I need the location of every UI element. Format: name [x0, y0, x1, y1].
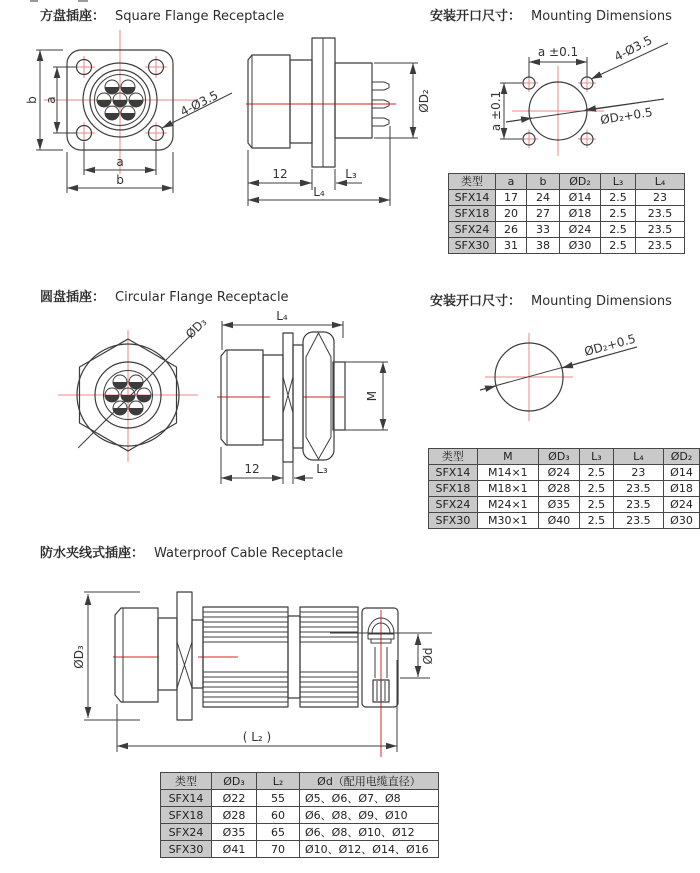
table-cell: 23.5 [636, 206, 685, 222]
column-header: L₄ [613, 449, 663, 465]
square-flange-front-view-drawing [25, 30, 232, 193]
square-flange-dimensions-table [448, 173, 685, 254]
square-mounting-dimensions-drawing [489, 33, 668, 156]
row-header: SFX14 [449, 190, 496, 206]
table-cell: Ø30 [560, 238, 601, 254]
row-header: SFX30 [429, 513, 478, 529]
row-header: SFX14 [161, 790, 212, 807]
waterproof-cable-receptacle-drawing [72, 592, 435, 757]
dimension-label: b [25, 96, 39, 104]
table-cell: Ø24 [538, 465, 579, 481]
table-row [161, 790, 439, 807]
dimension-label: a ±0.1 [489, 90, 503, 132]
column-header: b [527, 174, 560, 190]
table-cell: 20 [496, 206, 527, 222]
section-heading-en: Circular Flange Receptacle [115, 290, 289, 305]
dimension-label: L₃ [316, 462, 328, 476]
column-header: ØD₃ [212, 773, 257, 790]
dimension-label: ØD₃ [72, 645, 86, 669]
table-cell: Ø28 [538, 481, 579, 497]
row-header: SFX24 [449, 222, 496, 238]
table-cell: 2.5 [580, 513, 614, 529]
section-heading-en: Mounting Dimensions [531, 9, 672, 24]
table-cell: M18×1 [477, 481, 538, 497]
table-cell: Ø30 [664, 513, 700, 529]
table-row [161, 824, 439, 841]
row-header: SFX24 [161, 824, 212, 841]
section-heading-zh: 防水夹线式插座： [40, 546, 145, 561]
table-cell: 65 [257, 824, 300, 841]
section-heading-waterproof [40, 542, 343, 561]
section-heading-circular-flange [40, 286, 289, 305]
table-cell: 70 [257, 841, 300, 858]
table-cell: 23.5 [636, 222, 685, 238]
square-flange-side-view-drawing [246, 38, 431, 206]
table-cell: 2.5 [601, 238, 636, 254]
table-row [449, 222, 685, 238]
table-cell: 2.5 [601, 222, 636, 238]
table-cell: Ø10、Ø12、Ø14、Ø16 [300, 841, 439, 858]
column-header: 类型 [161, 773, 212, 790]
dimension-label: 12 [244, 462, 260, 476]
waterproof-cable-dimensions-table [160, 772, 439, 858]
table-row [161, 841, 439, 858]
dimension-label: b [116, 173, 124, 187]
table-row [161, 807, 439, 824]
column-header: L₄ [636, 174, 685, 190]
table-cell: Ø18 [664, 481, 700, 497]
row-header: SFX24 [429, 497, 478, 513]
dimension-label: 4-Ø3.5 [177, 88, 221, 119]
table-cell: Ø14 [560, 190, 601, 206]
circular-flange-front-view-drawing [58, 315, 210, 462]
table-cell: Ø18 [560, 206, 601, 222]
circular-flange-side-view-drawing [217, 309, 388, 484]
table-cell: Ø35 [212, 824, 257, 841]
table-cell: M14×1 [477, 465, 538, 481]
table-cell: Ø6、Ø8、Ø10、Ø12 [300, 824, 439, 841]
table-cell: 23.5 [613, 481, 663, 497]
table-cell: Ø28 [212, 807, 257, 824]
dimension-label: 12 [272, 167, 288, 181]
column-header: 类型 [429, 449, 478, 465]
table-cell: Ø6、Ø8、Ø9、Ø10 [300, 807, 439, 824]
row-header: SFX30 [449, 238, 496, 254]
table-cell: 2.5 [601, 190, 636, 206]
table-cell: 2.5 [580, 497, 614, 513]
table-cell: 23 [613, 465, 663, 481]
table-cell: 2.5 [601, 206, 636, 222]
table-cell: 23 [636, 190, 685, 206]
section-heading-zh: 圆盘插座： [40, 290, 106, 305]
dimension-label: ØD₂+0.5 [599, 105, 654, 128]
table-cell: Ø40 [538, 513, 579, 529]
dimension-label: L₄ [276, 309, 288, 323]
table-row [429, 465, 700, 481]
table-cell: 31 [496, 238, 527, 254]
column-header: L₂ [257, 773, 300, 790]
table-cell: 26 [496, 222, 527, 238]
section-heading-zh: 方盘插座： [40, 9, 106, 24]
section-heading-zh: 安装开口尺寸： [430, 294, 522, 309]
column-header: Ød（配用电缆直径） [300, 773, 439, 790]
column-header: 类型 [449, 174, 496, 190]
table-cell: 17 [496, 190, 527, 206]
column-header: M [477, 449, 538, 465]
table-cell: Ø5、Ø6、Ø7、Ø8 [300, 790, 439, 807]
column-header: ØD₂ [664, 449, 700, 465]
table-row [429, 481, 700, 497]
section-heading-en: Mounting Dimensions [531, 294, 672, 309]
dimension-label: ( L₂ ) [242, 730, 272, 744]
table-row [429, 497, 700, 513]
table-cell: 60 [257, 807, 300, 824]
column-header: L₃ [601, 174, 636, 190]
section-heading-mounting-2 [430, 290, 672, 309]
section-heading-zh: 安装开口尺寸： [430, 9, 522, 24]
row-header: SFX18 [161, 807, 212, 824]
circular-flange-dimensions-table [428, 448, 700, 529]
section-heading-mounting-1 [430, 5, 672, 24]
table-cell: 2.5 [580, 481, 614, 497]
dimension-label: Ød [421, 647, 435, 665]
table-cell: M30×1 [477, 513, 538, 529]
dimension-label: a [116, 155, 124, 169]
table-cell: 2.5 [580, 465, 614, 481]
row-header: SFX14 [429, 465, 478, 481]
column-header: ØD₃ [538, 449, 579, 465]
table-cell: 33 [527, 222, 560, 238]
table-cell: Ø22 [212, 790, 257, 807]
knurl-ribs [300, 612, 358, 702]
table-row [429, 513, 700, 529]
table-cell: 55 [257, 790, 300, 807]
table-row [449, 190, 685, 206]
table-cell: 23.5 [636, 238, 685, 254]
table-cell: 27 [527, 206, 560, 222]
dimension-label: L₃ [345, 167, 357, 181]
table-row [449, 238, 685, 254]
table-cell: 23.5 [613, 497, 663, 513]
table-cell: Ø24 [664, 497, 700, 513]
dimension-label: L₄ [313, 185, 325, 199]
dimension-label: a ±0.1 [537, 45, 579, 59]
dimension-label: ØD₂ [417, 89, 431, 113]
table-row [449, 206, 685, 222]
section-heading-square-flange [40, 5, 284, 24]
section-heading-en: Waterproof Cable Receptacle [154, 546, 344, 561]
section-heading-en: Square Flange Receptacle [115, 9, 285, 24]
column-header: ØD₂ [560, 174, 601, 190]
table-cell: 38 [527, 238, 560, 254]
row-header: SFX18 [429, 481, 478, 497]
dimension-label: ØD₂+0.5 [582, 331, 638, 359]
table-cell: M24×1 [477, 497, 538, 513]
column-header: a [496, 174, 527, 190]
table-cell: Ø14 [664, 465, 700, 481]
column-header: L₃ [580, 449, 614, 465]
circular-mounting-dimensions-drawing [480, 332, 637, 421]
table-cell: 23.5 [613, 513, 663, 529]
table-cell: Ø24 [560, 222, 601, 238]
table-cell: Ø35 [538, 497, 579, 513]
row-header: SFX18 [449, 206, 496, 222]
dimension-label: M [365, 390, 379, 402]
dimension-label: 4-Ø3.5 [611, 33, 655, 64]
dimension-label: a [44, 96, 58, 104]
table-cell: 24 [527, 190, 560, 206]
table-cell: Ø41 [212, 841, 257, 858]
dimension-label: ØD₃ [182, 314, 210, 342]
row-header: SFX30 [161, 841, 212, 858]
